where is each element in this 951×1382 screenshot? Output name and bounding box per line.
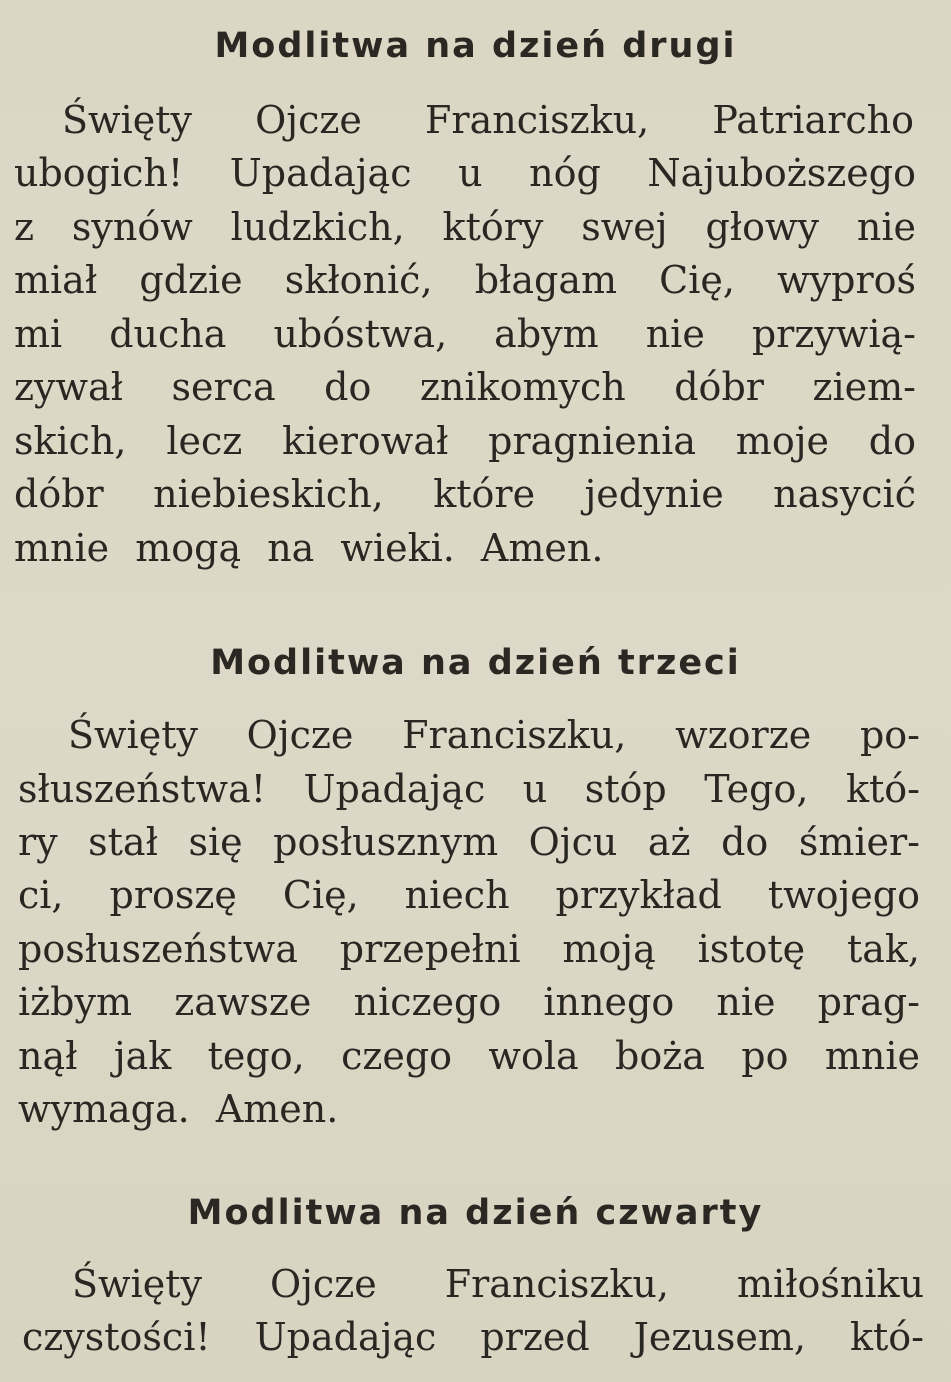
text-line: czystości! Upadając przed Jezusem, któ- bbox=[22, 1315, 924, 1359]
text-line: ubogich! Upadając u nóg Najuboższego bbox=[14, 151, 916, 195]
section-heading: Modlitwa na dzień drugi bbox=[214, 26, 737, 66]
text-line: Święty Ojcze Franciszku, wzorze po- bbox=[68, 713, 920, 757]
text-line: z synów ludzkich, który swej głowy nie bbox=[14, 205, 916, 249]
text-line: ry stał się posłusznym Ojcu aż do śmier- bbox=[18, 820, 920, 864]
text-line: miał gdzie skłonić, błagam Cię, wyproś bbox=[14, 258, 916, 302]
text-line: wymaga. Amen. bbox=[18, 1087, 339, 1131]
text-line: słuszeństwa! Upadając u stóp Tego, któ- bbox=[18, 767, 920, 811]
text-line: nął jak tego, czego wola boża po mnie bbox=[18, 1034, 920, 1078]
text-line: posłuszeństwa przepełni moją istotę tak, bbox=[18, 927, 920, 971]
text-line: Święty Ojcze Franciszku, Patriarcho bbox=[62, 98, 914, 142]
text-line: mnie mogą na wieki. Amen. bbox=[14, 526, 604, 570]
text-line: mi ducha ubóstwa, abym nie przywią- bbox=[14, 312, 916, 356]
text-line: iżbym zawsze niczego innego nie prag- bbox=[18, 980, 920, 1024]
text-line: skich, lecz kierował pragnienia moje do bbox=[14, 419, 916, 463]
section-heading: Modlitwa na dzień trzeci bbox=[210, 643, 741, 683]
section-heading: Modlitwa na dzień czwarty bbox=[187, 1193, 764, 1233]
text-line: ci, proszę Cię, niech przykład twojego bbox=[18, 873, 920, 917]
text-line: zywał serca do znikomych dóbr ziem- bbox=[14, 365, 916, 409]
text-line: dóbr niebieskich, które jedynie nasycić bbox=[14, 472, 916, 516]
text-line: Święty Ojcze Franciszku, miłośniku bbox=[72, 1262, 924, 1306]
